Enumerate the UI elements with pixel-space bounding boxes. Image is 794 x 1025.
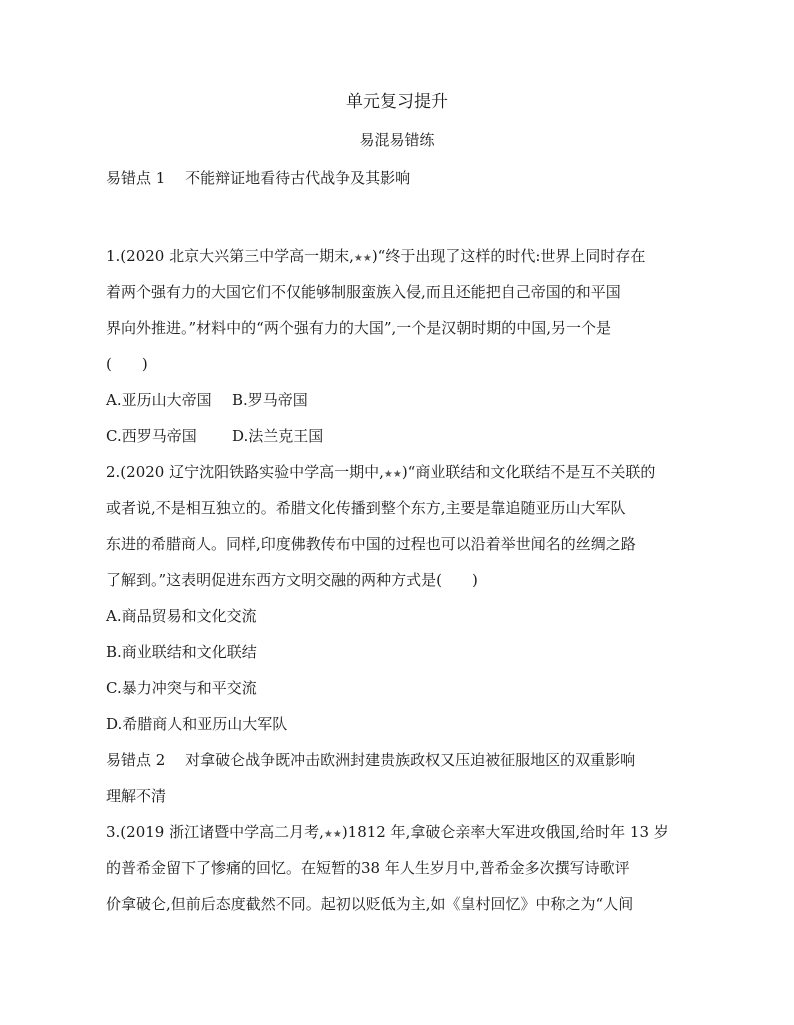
question-3-lead: 3.(2019 浙江诸暨中学高二月考, [106, 823, 324, 841]
question-1-answer-blank: ( ) [106, 355, 148, 373]
page-subtitle: 易混易错练 [359, 131, 435, 149]
question-1-line-3: 界向外推进。”材料中的“两个强有力的大国”,一个是汉朝时期的中国,另一个是 [106, 319, 612, 337]
question-1-line-1 [106, 246, 645, 269]
difficulty-stars-icon: ★★ [383, 469, 402, 480]
question-2-line-1 [106, 462, 655, 485]
question-3-line-3: 价拿破仑,但前后态度截然不同。起初以贬低为主,如《皇村回忆》中称之为“人间 [106, 895, 634, 913]
question-2-option-b: B.商业联结和文化联结 [106, 643, 257, 661]
question-1-line-1-rest: )“终于出现了这样的时代:世界上同时存在 [371, 247, 646, 265]
question-1-option-c: C.西罗马帝国 [106, 427, 197, 445]
question-2-option-c: C.暴力冲突与和平交流 [106, 679, 257, 697]
question-1-option-b: B.罗马帝国 [232, 391, 308, 409]
question-2-option-a: A.商品贸易和文化交流 [106, 607, 257, 625]
question-2-line-3: 东进的希腊商人。同样,印度佛教传布中国的过程也可以沿着举世闻名的丝绸之路 [106, 535, 636, 553]
question-2-line-1-rest: )“商业联结和文化联结不是互不关联的 [401, 463, 656, 481]
error-point-1-heading: 易错点 1 不能辩证地看待古代战争及其影响 [106, 169, 411, 187]
question-1-lead: 1.(2020 北京大兴第三中学高一期末, [106, 247, 354, 265]
question-3-line-1 [106, 822, 669, 845]
question-1-option-a: A.亚历山大帝国 [106, 391, 212, 409]
difficulty-stars-icon: ★★ [353, 253, 372, 264]
question-2-lead: 2.(2020 辽宁沈阳铁路实验中学高一期中, [106, 463, 384, 481]
error-point-2-heading-cont: 理解不清 [106, 787, 167, 805]
question-1-option-d: D.法兰克王国 [232, 427, 324, 445]
difficulty-stars-icon: ★★ [323, 829, 342, 840]
page-title: 单元复习提升 [346, 92, 448, 112]
question-1-line-2: 着两个强有力的大国它们不仅能够制服蛮族入侵,而且还能把自己帝国的和平国 [106, 283, 621, 301]
question-2-line-4: 了解到。”这表明促进东西方文明交融的两种方式是( ) [106, 571, 478, 589]
question-2-line-2: 或者说,不是相互独立的。希腊文化传播到整个东方,主要是靠追随亚历山大军队 [106, 499, 626, 517]
error-point-2-heading: 易错点 2 对拿破仑战争既冲击欧洲封建贵族政权又压迫被征服地区的双重影响 [106, 751, 636, 769]
question-3-line-2: 的普希金留下了惨痛的回忆。在短暂的38 年人生岁月中,普希金多次撰写诗歌评 [106, 859, 630, 877]
question-2-option-d: D.希腊商人和亚历山大军队 [106, 715, 288, 733]
question-3-line-1-rest: )1812 年,拿破仑亲率大军进攻俄国,给时年 13 岁 [341, 823, 669, 841]
